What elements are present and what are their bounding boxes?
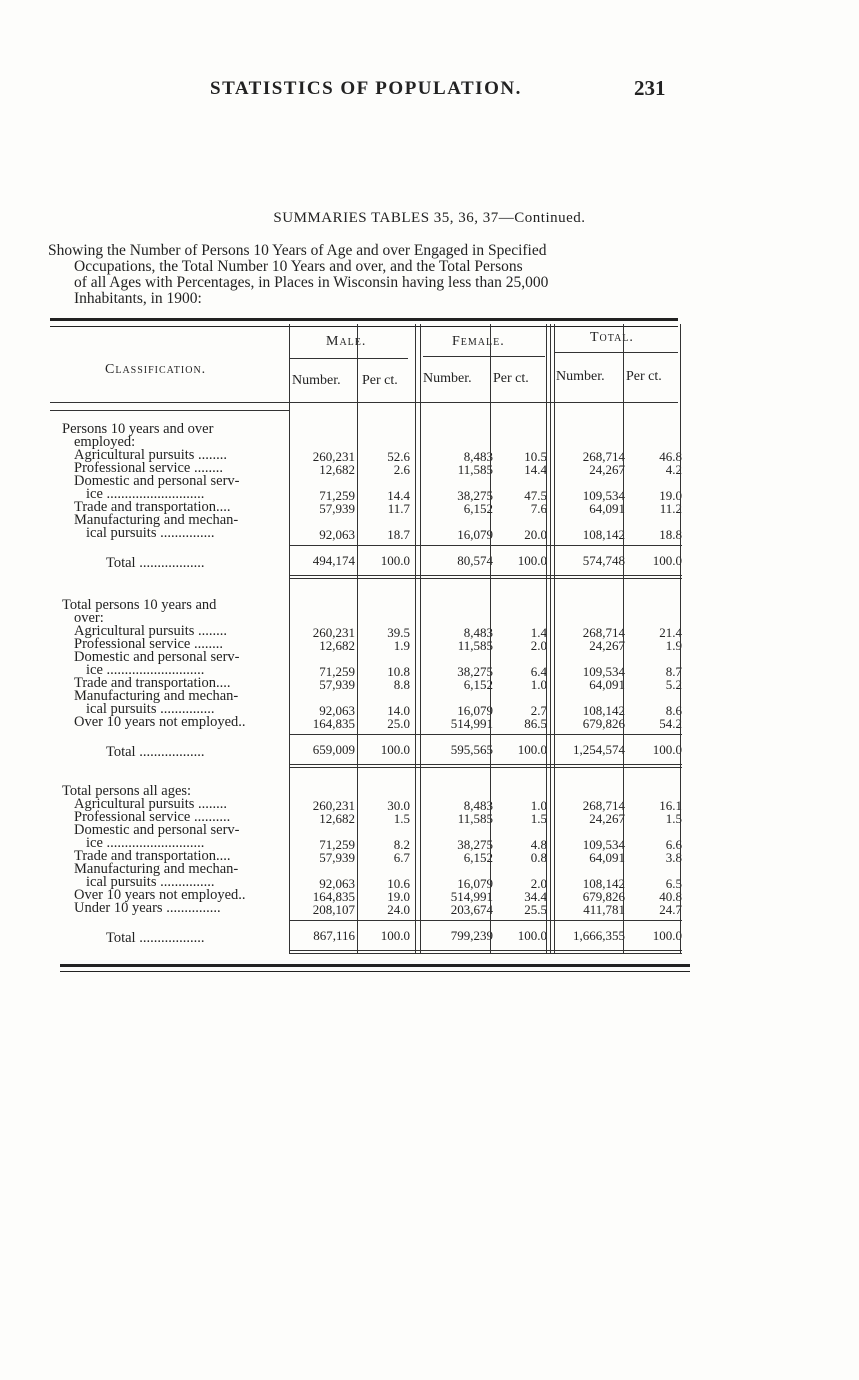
total-cell: 659,009 xyxy=(312,742,355,757)
row-label: Professional service ........ xyxy=(74,636,223,652)
table-cell: 86.5 xyxy=(524,716,547,731)
column-rule xyxy=(546,324,547,402)
total-label: Total .................. xyxy=(106,555,205,571)
table-cell: 38,275 xyxy=(457,664,493,679)
table-cell: 2.7 xyxy=(530,703,547,718)
table-cell: 10.8 xyxy=(387,664,410,679)
table-cell: 57,939 xyxy=(319,677,355,692)
table-cell: 71,259 xyxy=(319,837,355,852)
table-cell: 18.8 xyxy=(659,527,682,542)
caption-line: Occupations, the Total Number 10 Years and over, and the Total Persons xyxy=(74,258,523,275)
table-cell: 18.7 xyxy=(387,527,410,542)
table-cell: 268,714 xyxy=(582,625,625,640)
table-cell: 92,063 xyxy=(319,703,355,718)
table-cell: 14.4 xyxy=(387,488,410,503)
row-label: Trade and transportation.... xyxy=(74,848,231,864)
table-cell: 6.4 xyxy=(530,664,547,679)
column-rule xyxy=(623,324,624,402)
table-cell: 108,142 xyxy=(582,876,625,891)
column-rule xyxy=(554,324,555,402)
total-cell: 799,239 xyxy=(450,928,493,943)
table-cell: 10.6 xyxy=(387,876,410,891)
table-cell: 109,534 xyxy=(582,488,625,503)
column-rule xyxy=(420,579,421,768)
column-rule xyxy=(289,579,290,768)
row-label: Domestic and personal serv- xyxy=(74,649,240,665)
column-rule xyxy=(490,579,491,768)
total-cell: 100.0 xyxy=(517,553,547,568)
column-rule xyxy=(357,768,358,954)
total-cell: 100.0 xyxy=(652,553,682,568)
table-cell: 10.5 xyxy=(524,449,547,464)
table-cell: 8.8 xyxy=(393,677,410,692)
total-cell: 100.0 xyxy=(517,742,547,757)
table-cell: 71,259 xyxy=(319,664,355,679)
table-cell: 46.8 xyxy=(659,449,682,464)
table-cell: 1.5 xyxy=(530,811,547,826)
running-title: STATISTICS OF POPULATION. xyxy=(210,78,522,99)
table-cell: 11,585 xyxy=(457,638,493,653)
caption-line: of all Ages with Percentages, in Places in Wisconsin having less than 25,000 xyxy=(74,274,549,291)
column-rule xyxy=(680,768,681,954)
table-cell: 11.2 xyxy=(659,501,682,516)
total-label: Total .................. xyxy=(106,930,205,946)
table-cell: 0.8 xyxy=(530,850,547,865)
column-rule xyxy=(357,402,358,579)
table-cell: 64,091 xyxy=(589,501,625,516)
table-cell: 6,152 xyxy=(463,501,493,516)
total-cell: 100.0 xyxy=(652,928,682,943)
column-rule xyxy=(420,402,421,579)
section-heading: Persons 10 years and over xyxy=(62,421,214,437)
row-label: Over 10 years not employed.. xyxy=(74,714,246,730)
table-cell: 2.0 xyxy=(530,638,547,653)
table-cell: 1.0 xyxy=(530,677,547,692)
table-cell: 268,714 xyxy=(582,449,625,464)
row-label: ice ........................... xyxy=(86,486,205,502)
total-cell: 100.0 xyxy=(380,742,410,757)
table-cell: 19.0 xyxy=(387,889,410,904)
table-cell: 24,267 xyxy=(589,638,625,653)
row-label: Trade and transportation.... xyxy=(74,499,231,515)
column-rule xyxy=(680,579,681,768)
header-total-number: Number. xyxy=(556,369,605,384)
column-rule xyxy=(289,402,290,579)
column-rule xyxy=(357,324,358,402)
table-cell: 268,714 xyxy=(582,798,625,813)
row-label: Under 10 years ............... xyxy=(74,900,221,916)
table-cell: 71,259 xyxy=(319,488,355,503)
table-cell: 8.6 xyxy=(665,703,682,718)
row-label: Domestic and personal serv- xyxy=(74,822,240,838)
column-rule xyxy=(289,768,290,954)
total-cell: 595,565 xyxy=(450,742,493,757)
caption-line: Showing the Number of Persons 10 Years of Age and over Engaged in Specified xyxy=(48,242,547,259)
table-cell: 52.6 xyxy=(387,449,410,464)
total-cell: 100.0 xyxy=(380,928,410,943)
header-rule-female xyxy=(423,356,545,357)
table-cell: 8.2 xyxy=(393,837,410,852)
page-number: 231 xyxy=(634,76,666,100)
column-rule xyxy=(554,768,555,954)
table-cell: 6,152 xyxy=(463,850,493,865)
column-rule xyxy=(490,768,491,954)
table-cell: 679,826 xyxy=(582,889,625,904)
table-cell: 411,781 xyxy=(583,902,625,917)
total-cell: 100.0 xyxy=(652,742,682,757)
column-rule xyxy=(546,402,547,579)
column-rule xyxy=(490,402,491,579)
table-cell: 8,483 xyxy=(463,798,493,813)
table-cell: 514,991 xyxy=(450,716,493,731)
column-rule xyxy=(623,579,624,768)
row-label: Professional service .......... xyxy=(74,809,231,825)
table-cell: 260,231 xyxy=(312,625,355,640)
table-bottom-rule xyxy=(60,964,690,972)
table-cell: 8,483 xyxy=(463,625,493,640)
column-rule xyxy=(289,324,290,402)
header-female: Female. xyxy=(452,334,505,349)
table-cell: 1.5 xyxy=(393,811,410,826)
table-cell: 57,939 xyxy=(319,501,355,516)
section-heading: Total persons 10 years and xyxy=(62,597,217,613)
table-cell: 64,091 xyxy=(589,850,625,865)
table-cell: 6,152 xyxy=(463,677,493,692)
table-cell: 1.9 xyxy=(393,638,410,653)
row-label: Trade and transportation.... xyxy=(74,675,231,691)
table-title: SUMMARIES TABLES 35, 36, 37—Continued. xyxy=(273,210,586,226)
table-cell: 92,063 xyxy=(319,527,355,542)
table-cell: 19.0 xyxy=(659,488,682,503)
table-cell: 11,585 xyxy=(457,462,493,477)
table-cell: 25.5 xyxy=(524,902,547,917)
total-cell: 574,748 xyxy=(582,553,625,568)
table-cell: 21.4 xyxy=(659,625,682,640)
row-label: ical pursuits ............... xyxy=(86,701,215,717)
table-cell: 3.8 xyxy=(665,850,682,865)
section-heading: Total persons all ages: xyxy=(62,783,192,799)
table-cell: 38,275 xyxy=(457,837,493,852)
table-cell: 1.9 xyxy=(665,638,682,653)
column-rule xyxy=(680,402,681,579)
table-cell: 16,079 xyxy=(457,876,493,891)
table-cell: 8.7 xyxy=(665,664,682,679)
total-cell: 100.0 xyxy=(517,928,547,943)
column-rule xyxy=(415,579,416,768)
column-rule xyxy=(680,324,681,402)
row-label: Domestic and personal serv- xyxy=(74,473,240,489)
table-cell: 47.5 xyxy=(524,488,547,503)
table-cell: 260,231 xyxy=(312,798,355,813)
row-label: ice ........................... xyxy=(86,835,205,851)
column-rule xyxy=(554,402,555,579)
header-rule-male xyxy=(290,358,408,359)
total-label: Total .................. xyxy=(106,744,205,760)
table-cell: 4.8 xyxy=(530,837,547,852)
row-label: ice ........................... xyxy=(86,662,205,678)
total-cell: 1,254,574 xyxy=(573,742,625,757)
column-rule xyxy=(550,768,551,954)
table-cell: 8,483 xyxy=(463,449,493,464)
table-cell: 14.0 xyxy=(387,703,410,718)
table-cell: 24,267 xyxy=(589,462,625,477)
table-cell: 4.2 xyxy=(665,462,682,477)
table-cell: 6.7 xyxy=(393,850,410,865)
table-cell: 6.6 xyxy=(665,837,682,852)
table-cell: 40.8 xyxy=(659,889,682,904)
row-label: Agricultural pursuits ........ xyxy=(74,447,228,463)
table-cell: 64,091 xyxy=(589,677,625,692)
table-cell: 11.7 xyxy=(387,501,410,516)
table-cell: 679,826 xyxy=(582,716,625,731)
table-cell: 7.6 xyxy=(530,501,547,516)
table-cell: 14.4 xyxy=(524,462,547,477)
table-caption xyxy=(48,243,680,307)
header-total-per-ct: Per ct. xyxy=(626,369,662,384)
header-total: Total. xyxy=(590,330,634,345)
table-cell: 20.0 xyxy=(524,527,547,542)
table-cell: 12,682 xyxy=(319,811,355,826)
column-rule xyxy=(420,324,421,402)
column-rule xyxy=(550,324,551,402)
column-rule xyxy=(420,768,421,954)
table-cell: 92,063 xyxy=(319,876,355,891)
header-female-number: Number. xyxy=(423,371,472,386)
table-cell: 2.0 xyxy=(530,876,547,891)
table-cell: 2.6 xyxy=(393,462,410,477)
table-cell: 12,682 xyxy=(319,462,355,477)
table-cell: 34.4 xyxy=(524,889,547,904)
total-cell: 494,174 xyxy=(312,553,355,568)
table-cell: 208,107 xyxy=(312,902,355,917)
table-cell: 38,275 xyxy=(457,488,493,503)
column-rule xyxy=(415,768,416,954)
total-cell: 867,116 xyxy=(313,928,355,943)
table-cell: 108,142 xyxy=(582,703,625,718)
table-cell: 12,682 xyxy=(319,638,355,653)
column-rule xyxy=(415,324,416,402)
column-rule xyxy=(490,324,491,402)
column-rule xyxy=(546,579,547,768)
table-cell: 108,142 xyxy=(582,527,625,542)
caption-line: Inhabitants, in 1900: xyxy=(74,290,202,307)
table-cell: 16,079 xyxy=(457,703,493,718)
table-cell: 109,534 xyxy=(582,664,625,679)
header-classification: Classification. xyxy=(105,362,207,377)
table-cell: 24,267 xyxy=(589,811,625,826)
table-cell: 109,534 xyxy=(582,837,625,852)
section-heading: over: xyxy=(74,610,104,626)
table-cell: 16,079 xyxy=(457,527,493,542)
column-rule xyxy=(550,402,551,579)
table-cell: 30.0 xyxy=(387,798,410,813)
header-female-per-ct: Per ct. xyxy=(493,371,529,386)
table-cell: 16.1 xyxy=(659,798,682,813)
row-label: Manufacturing and mechan- xyxy=(74,512,239,528)
row-label: Manufacturing and mechan- xyxy=(74,861,239,877)
total-cell: 100.0 xyxy=(380,553,410,568)
total-cell: 1,666,355 xyxy=(573,928,625,943)
row-label: Agricultural pursuits ........ xyxy=(74,623,228,639)
table-cell: 25.0 xyxy=(387,716,410,731)
table-cell: 11,585 xyxy=(457,811,493,826)
table-cell: 1.4 xyxy=(530,625,547,640)
table-cell: 164,835 xyxy=(312,889,355,904)
row-label: Over 10 years not employed.. xyxy=(74,887,246,903)
table-cell: 1.0 xyxy=(530,798,547,813)
table-cell: 5.2 xyxy=(665,677,682,692)
header-male: Male. xyxy=(326,334,367,349)
table-cell: 6.5 xyxy=(665,876,682,891)
header-male-number: Number. xyxy=(292,373,341,388)
row-label: Agricultural pursuits ........ xyxy=(74,796,228,812)
row-label: ical pursuits ............... xyxy=(86,874,215,890)
section-heading: employed: xyxy=(74,434,136,450)
table-cell: 164,835 xyxy=(312,716,355,731)
table-cell: 57,939 xyxy=(319,850,355,865)
table-cell: 514,991 xyxy=(450,889,493,904)
column-rule xyxy=(554,579,555,768)
table-cell: 203,674 xyxy=(450,902,493,917)
header-male-per-ct: Per ct. xyxy=(362,373,398,388)
table-cell: 54.2 xyxy=(659,716,682,731)
table-cell: 24.0 xyxy=(387,902,410,917)
column-rule xyxy=(546,768,547,954)
column-rule xyxy=(623,402,624,579)
row-label: Professional service ........ xyxy=(74,460,223,476)
section-rule xyxy=(50,410,289,411)
header-rule-total xyxy=(554,352,678,353)
table-cell: 24.7 xyxy=(659,902,682,917)
table-cell: 1.5 xyxy=(665,811,682,826)
header-bottom-rule xyxy=(50,402,678,403)
table-top-rule xyxy=(50,318,678,327)
row-label: Manufacturing and mechan- xyxy=(74,688,239,704)
column-rule xyxy=(623,768,624,954)
running-head xyxy=(0,78,859,102)
total-cell: 80,574 xyxy=(457,553,493,568)
table-cell: 39.5 xyxy=(387,625,410,640)
column-rule xyxy=(415,402,416,579)
column-rule xyxy=(550,579,551,768)
row-label: ical pursuits ............... xyxy=(86,525,215,541)
column-rule xyxy=(357,579,358,768)
table-cell: 260,231 xyxy=(312,449,355,464)
